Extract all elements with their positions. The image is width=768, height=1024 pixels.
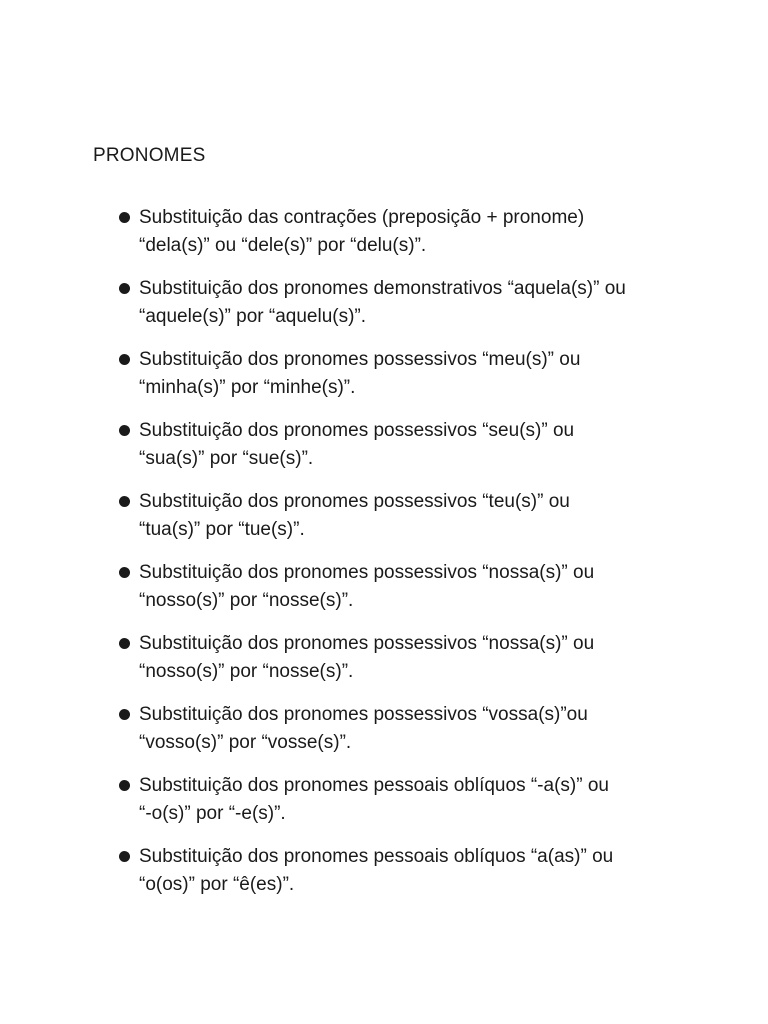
list-item-text	[139, 701, 729, 757]
list-item-line: “aquele(s)” por “aquelu(s)”.	[139, 306, 367, 327]
list-item	[0, 275, 768, 346]
list-item-line: Substituição dos pronomes possessivos “meu(s)” ou	[139, 349, 581, 370]
list-item-text	[139, 417, 729, 473]
list-item	[0, 630, 768, 701]
list-item-line: “-o(s)” por “-e(s)”.	[139, 803, 286, 824]
list-item	[0, 346, 768, 417]
list-item-line: Substituição dos pronomes possessivos “teu(s)” ou	[139, 491, 570, 512]
bullet-icon	[119, 283, 130, 294]
bullet-icon	[119, 780, 130, 791]
list-item-line: Substituição dos pronomes demonstrativos “aquela(s)” ou	[139, 278, 626, 299]
list-item-text	[139, 204, 729, 260]
bullet-icon	[119, 354, 130, 365]
list-item-line: “dela(s)” ou “dele(s)” por “delu(s)”.	[139, 235, 427, 256]
list-item	[0, 772, 768, 843]
bullet-icon	[119, 638, 130, 649]
list-item-line: “sua(s)” por “sue(s)”.	[139, 448, 314, 469]
list-item-text	[139, 772, 729, 828]
list-item	[0, 204, 768, 275]
list-item	[0, 559, 768, 630]
list-item-line: Substituição dos pronomes possessivos “seu(s)” ou	[139, 420, 575, 441]
bullet-icon	[119, 567, 130, 578]
bullet-icon	[119, 709, 130, 720]
list-item	[0, 843, 768, 914]
list-item-text	[139, 843, 729, 899]
list-item-line: “nosso(s)” por “nosse(s)”.	[139, 590, 354, 611]
list-item-line: Substituição dos pronomes possessivos “nossa(s)” ou	[139, 633, 595, 654]
bullet-icon	[119, 425, 130, 436]
bullet-icon	[119, 212, 130, 223]
list-item-text	[139, 559, 729, 615]
list-item-line: “minha(s)” por “minhe(s)”.	[139, 377, 356, 398]
list-item-text	[139, 488, 729, 544]
list-item-line: Substituição dos pronomes possessivos “nossa(s)” ou	[139, 562, 595, 583]
list-item-line: Substituição dos pronomes possessivos “vossa(s)”ou	[139, 704, 588, 725]
bullet-icon	[119, 851, 130, 862]
bullet-icon	[119, 496, 130, 507]
list-item-line: “vosso(s)” por “vosse(s)”.	[139, 732, 352, 753]
list-item-text	[139, 630, 729, 686]
list-item-line: “tua(s)” por “tue(s)”.	[139, 519, 305, 540]
pronoun-list	[0, 204, 768, 914]
list-item	[0, 417, 768, 488]
list-item-line: Substituição das contrações (preposição + pronome)	[139, 207, 585, 228]
list-item-text	[139, 275, 729, 331]
list-item-text	[139, 346, 729, 402]
list-item-line: Substituição dos pronomes pessoais oblíquos “a(as)” ou	[139, 846, 614, 867]
list-item	[0, 701, 768, 772]
list-item-line: “o(os)” por “ê(es)”.	[139, 874, 295, 895]
list-item	[0, 488, 768, 559]
list-item-line: Substituição dos pronomes pessoais oblíquos “-a(s)” ou	[139, 775, 609, 796]
list-item-line: “nosso(s)” por “nosse(s)”.	[139, 661, 354, 682]
document-title: PRONOMES	[93, 145, 206, 166]
